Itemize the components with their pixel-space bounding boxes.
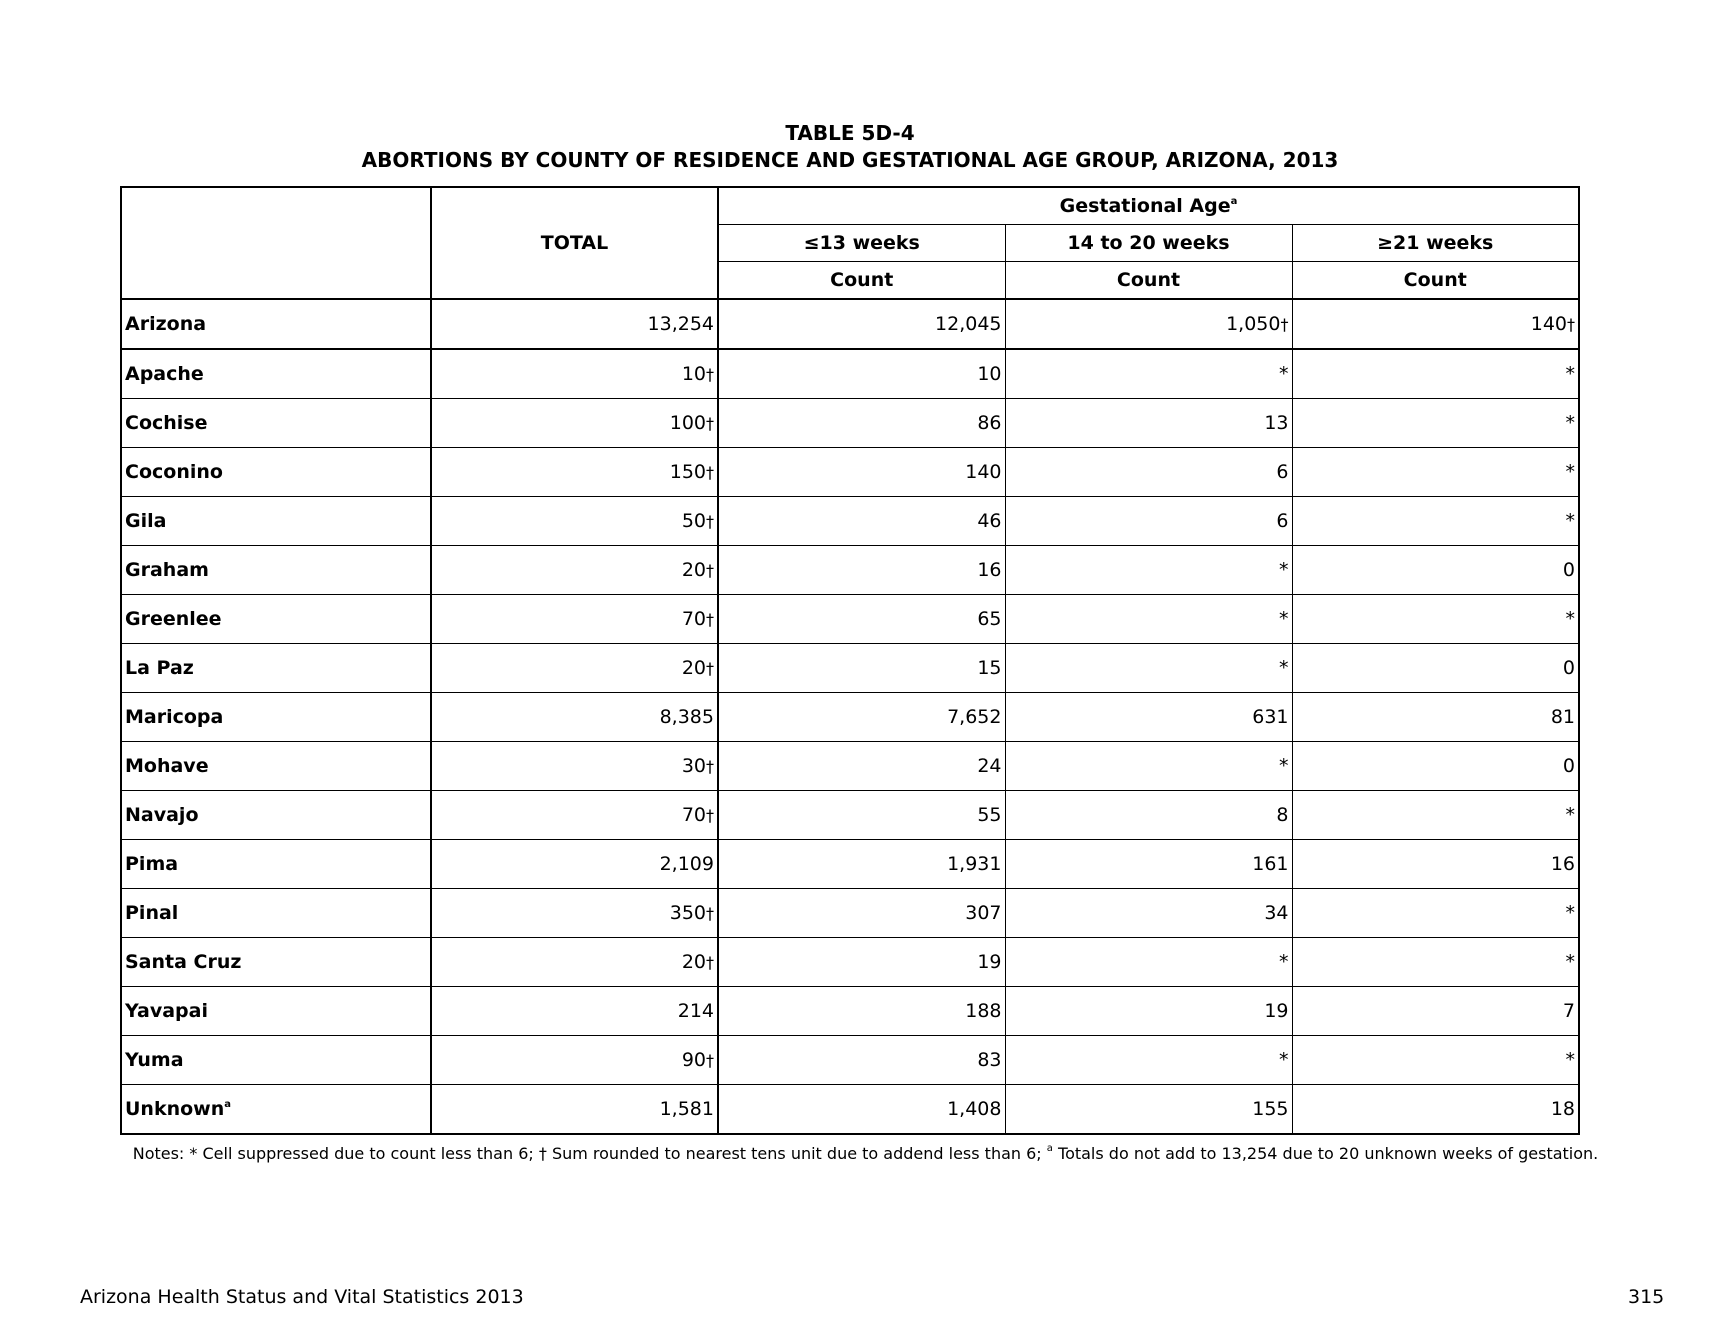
table-row (121, 399, 1579, 448)
total-cell (431, 1036, 718, 1085)
weeks-21-cell-value: 0 (1562, 559, 1575, 581)
total-cell-value: 70 (681, 608, 706, 630)
weeks-14-20-cell (1005, 791, 1292, 840)
weeks-21-cell (1292, 349, 1579, 399)
total-cell (431, 987, 718, 1036)
rounded-mark: † (706, 659, 714, 678)
weeks-21-cell-value: 81 (1550, 706, 1575, 728)
total-cell (431, 889, 718, 938)
county-cell (121, 693, 431, 742)
total-cell (431, 644, 718, 693)
weeks-21-cell-value: 7 (1562, 1000, 1575, 1022)
county-cell (121, 791, 431, 840)
weeks-13-cell-value: 140 (965, 461, 1002, 483)
weeks-21-cell (1292, 399, 1579, 448)
rounded-mark: † (1280, 315, 1289, 334)
weeks-14-20-cell (1005, 299, 1292, 349)
weeks-14-20-cell (1005, 742, 1292, 791)
notes-text-2: Totals do not add to 13,254 due to 20 unknown weeks of gestation. (1052, 1144, 1599, 1163)
rounded-mark: † (706, 1051, 714, 1070)
table-row (121, 299, 1579, 349)
weeks-21-cell-value: * (1565, 412, 1575, 434)
county-cell (121, 1085, 431, 1135)
weeks-14-20-cell (1005, 693, 1292, 742)
total-cell-value: 150 (669, 461, 706, 483)
table-row (121, 349, 1579, 399)
weeks-13-cell-value: 24 (977, 755, 1002, 777)
weeks-13-cell (718, 791, 1005, 840)
rounded-mark: † (706, 610, 714, 629)
weeks-21-cell-value: * (1565, 510, 1575, 532)
weeks-13-cell (718, 1085, 1005, 1135)
weeks-13-cell (718, 1036, 1005, 1085)
total-cell-value: 10 (681, 363, 706, 385)
weeks-13-cell-value: 188 (965, 1000, 1002, 1022)
rounded-mark: † (706, 463, 714, 482)
county-cell (121, 987, 431, 1036)
weeks-14-20-cell (1005, 889, 1292, 938)
header-gestational-age-label: Gestational Age (1059, 195, 1231, 217)
weeks-21-cell (1292, 497, 1579, 546)
table-row (121, 938, 1579, 987)
county-name: Mohave (125, 755, 209, 777)
county-name: Pima (125, 853, 179, 875)
weeks-21-cell-value: 140 (1530, 313, 1567, 335)
weeks-14-20-cell (1005, 448, 1292, 497)
header-count-1: Count (718, 262, 1005, 300)
weeks-21-cell (1292, 299, 1579, 349)
county-name: Graham (125, 559, 209, 581)
weeks-13-cell-value: 7,652 (947, 706, 1002, 728)
rounded-mark: † (706, 904, 714, 923)
weeks-13-cell-value: 86 (977, 412, 1002, 434)
rounded-mark: † (706, 806, 714, 825)
weeks-13-cell-value: 83 (977, 1049, 1002, 1071)
weeks-14-20-cell-value: * (1279, 608, 1289, 630)
notes-sup: a (1046, 1143, 1053, 1154)
table-title-block (0, 120, 1700, 174)
weeks-14-20-cell-value: 631 (1252, 706, 1289, 728)
county-cell (121, 399, 431, 448)
weeks-13-cell-value: 65 (977, 608, 1002, 630)
table-row (121, 497, 1579, 546)
table-row (121, 889, 1579, 938)
weeks-21-cell (1292, 791, 1579, 840)
total-cell-value: 20 (681, 951, 706, 973)
weeks-13-cell (718, 693, 1005, 742)
weeks-21-cell-value: 0 (1562, 755, 1575, 777)
weeks-14-20-cell-value: * (1279, 755, 1289, 777)
weeks-14-20-cell-value: 155 (1252, 1098, 1289, 1120)
county-cell (121, 497, 431, 546)
footer-publication: Arizona Health Status and Vital Statistics 2013 (80, 1286, 524, 1308)
weeks-14-20-cell-value: 13 (1264, 412, 1289, 434)
county-footnote-mark: a (224, 1099, 231, 1110)
weeks-21-cell (1292, 546, 1579, 595)
table-row (121, 840, 1579, 889)
header-count-3: Count (1292, 262, 1579, 300)
weeks-13-cell (718, 299, 1005, 349)
total-cell (431, 595, 718, 644)
county-name: Arizona (125, 313, 207, 335)
table-row (121, 644, 1579, 693)
weeks-21-cell (1292, 693, 1579, 742)
county-name: Gila (125, 510, 167, 532)
total-cell-value: 50 (681, 510, 706, 532)
rounded-mark: † (706, 512, 714, 531)
total-cell (431, 742, 718, 791)
county-name: Unknown (125, 1098, 225, 1120)
county-cell (121, 742, 431, 791)
weeks-13-cell (718, 938, 1005, 987)
county-cell (121, 448, 431, 497)
weeks-13-cell (718, 840, 1005, 889)
weeks-21-cell (1292, 840, 1579, 889)
table-row (121, 546, 1579, 595)
weeks-21-cell-value: * (1565, 1049, 1575, 1071)
weeks-14-20-cell-value: 6 (1276, 510, 1289, 532)
weeks-21-cell-value: 18 (1550, 1098, 1575, 1120)
weeks-14-20-cell (1005, 840, 1292, 889)
total-cell-value: 70 (681, 804, 706, 826)
weeks-13-cell-value: 55 (977, 804, 1002, 826)
weeks-13-cell (718, 644, 1005, 693)
weeks-14-20-cell (1005, 1085, 1292, 1135)
weeks-13-cell (718, 742, 1005, 791)
total-cell (431, 349, 718, 399)
county-cell (121, 595, 431, 644)
county-name: Apache (125, 363, 204, 385)
total-cell-value: 2,109 (659, 853, 714, 875)
county-cell (121, 349, 431, 399)
weeks-14-20-cell-value: * (1279, 363, 1289, 385)
header-total: TOTAL (431, 187, 718, 299)
total-cell (431, 448, 718, 497)
table-number: TABLE 5D-4 (785, 121, 915, 145)
weeks-21-cell-value: 0 (1562, 657, 1575, 679)
county-cell (121, 938, 431, 987)
weeks-21-cell (1292, 644, 1579, 693)
total-cell-value: 350 (669, 902, 706, 924)
weeks-13-cell (718, 399, 1005, 448)
rounded-mark: † (706, 365, 714, 384)
weeks-21-cell (1292, 595, 1579, 644)
total-cell (431, 840, 718, 889)
weeks-13-cell (718, 497, 1005, 546)
total-cell (431, 791, 718, 840)
table-row (121, 987, 1579, 1036)
weeks-13-cell-value: 1,408 (947, 1098, 1002, 1120)
weeks-14-20-cell-value: 34 (1264, 902, 1289, 924)
header-count-2: Count (1005, 262, 1292, 300)
weeks-13-cell (718, 546, 1005, 595)
county-cell (121, 644, 431, 693)
county-name: Yavapai (125, 1000, 208, 1022)
total-cell-value: 1,581 (659, 1098, 714, 1120)
weeks-21-cell (1292, 448, 1579, 497)
county-name: Yuma (125, 1049, 184, 1071)
weeks-21-cell-value: 16 (1550, 853, 1575, 875)
county-cell (121, 546, 431, 595)
header-21-weeks: ≥21 weeks (1292, 225, 1579, 262)
rounded-mark: † (1567, 315, 1575, 334)
weeks-13-cell-value: 12,045 (935, 313, 1002, 335)
table-body (121, 299, 1579, 1134)
header-13-weeks: ≤13 weeks (718, 225, 1005, 262)
weeks-13-cell-value: 307 (965, 902, 1002, 924)
weeks-21-cell (1292, 987, 1579, 1036)
weeks-21-cell (1292, 938, 1579, 987)
weeks-14-20-cell-value: 1,050 (1226, 313, 1281, 335)
county-cell (121, 299, 431, 349)
weeks-14-20-cell (1005, 644, 1292, 693)
total-cell (431, 546, 718, 595)
county-name: Pinal (125, 902, 179, 924)
weeks-21-cell (1292, 1036, 1579, 1085)
weeks-21-cell-value: * (1565, 804, 1575, 826)
header-gestational-age (718, 187, 1579, 225)
weeks-13-cell (718, 595, 1005, 644)
table-row (121, 448, 1579, 497)
header-blank (121, 187, 431, 299)
total-cell (431, 1085, 718, 1135)
county-name: Greenlee (125, 608, 222, 630)
weeks-14-20-cell-value: 161 (1252, 853, 1289, 875)
rounded-mark: † (706, 561, 714, 580)
weeks-14-20-cell-value: * (1279, 1049, 1289, 1071)
weeks-13-cell-value: 46 (977, 510, 1002, 532)
weeks-14-20-cell (1005, 595, 1292, 644)
table-row (121, 1036, 1579, 1085)
weeks-14-20-cell (1005, 399, 1292, 448)
total-cell-value: 214 (677, 1000, 714, 1022)
table-title: ABORTIONS BY COUNTY OF RESIDENCE AND GESTATIONAL AGE GROUP, ARIZONA, 2013 (361, 148, 1339, 172)
weeks-21-cell (1292, 889, 1579, 938)
weeks-21-cell (1292, 1085, 1579, 1135)
abortions-table (120, 186, 1580, 1135)
total-cell-value: 90 (681, 1049, 706, 1071)
weeks-21-cell-value: * (1565, 461, 1575, 483)
weeks-21-cell-value: * (1565, 951, 1575, 973)
weeks-13-cell-value: 1,931 (947, 853, 1002, 875)
total-cell-value: 20 (681, 559, 706, 581)
total-cell (431, 399, 718, 448)
weeks-14-20-cell (1005, 1036, 1292, 1085)
weeks-14-20-cell (1005, 497, 1292, 546)
total-cell (431, 299, 718, 349)
county-name: Navajo (125, 804, 199, 826)
rounded-mark: † (706, 953, 714, 972)
county-name: Coconino (125, 461, 223, 483)
weeks-21-cell-value: * (1565, 608, 1575, 630)
total-cell (431, 497, 718, 546)
county-name: Cochise (125, 412, 208, 434)
weeks-14-20-cell (1005, 546, 1292, 595)
header-14-20-weeks: 14 to 20 weeks (1005, 225, 1292, 262)
header-gestational-age-sup: a (1230, 196, 1238, 207)
weeks-14-20-cell-value: * (1279, 657, 1289, 679)
weeks-13-cell (718, 987, 1005, 1036)
table-row (121, 595, 1579, 644)
weeks-14-20-cell-value: * (1279, 559, 1289, 581)
weeks-13-cell-value: 19 (977, 951, 1002, 973)
table-row (121, 791, 1579, 840)
weeks-13-cell (718, 889, 1005, 938)
weeks-21-cell (1292, 742, 1579, 791)
total-cell (431, 938, 718, 987)
footer-page-number: 315 (1628, 1286, 1665, 1308)
county-cell (121, 889, 431, 938)
weeks-14-20-cell-value: 19 (1264, 1000, 1289, 1022)
total-cell-value: 20 (681, 657, 706, 679)
weeks-13-cell-value: 10 (977, 363, 1002, 385)
weeks-21-cell-value: * (1565, 363, 1575, 385)
county-name: Maricopa (125, 706, 224, 728)
weeks-13-cell (718, 448, 1005, 497)
total-cell-value: 30 (681, 755, 706, 777)
total-cell-value: 13,254 (647, 313, 714, 335)
weeks-13-cell-value: 16 (977, 559, 1002, 581)
table-notes (0, 1144, 1731, 1163)
county-cell (121, 840, 431, 889)
county-name: Santa Cruz (125, 951, 242, 973)
weeks-14-20-cell-value: 6 (1276, 461, 1289, 483)
total-cell-value: 8,385 (659, 706, 714, 728)
weeks-21-cell-value: * (1565, 902, 1575, 924)
weeks-14-20-cell (1005, 938, 1292, 987)
rounded-mark: † (706, 414, 714, 433)
weeks-14-20-cell-value: * (1279, 951, 1289, 973)
total-cell (431, 693, 718, 742)
total-cell-value: 100 (669, 412, 706, 434)
table-row (121, 693, 1579, 742)
table-row (121, 742, 1579, 791)
county-name: La Paz (125, 657, 194, 679)
weeks-13-cell (718, 349, 1005, 399)
weeks-14-20-cell (1005, 987, 1292, 1036)
weeks-14-20-cell-value: 8 (1276, 804, 1289, 826)
county-cell (121, 1036, 431, 1085)
table-row (121, 1085, 1579, 1135)
notes-text-1: Notes: * Cell suppressed due to count less than 6; † Sum rounded to nearest tens unit due to addend less than 6; (132, 1144, 1047, 1163)
rounded-mark: † (706, 757, 714, 776)
weeks-13-cell-value: 15 (977, 657, 1002, 679)
weeks-14-20-cell (1005, 349, 1292, 399)
